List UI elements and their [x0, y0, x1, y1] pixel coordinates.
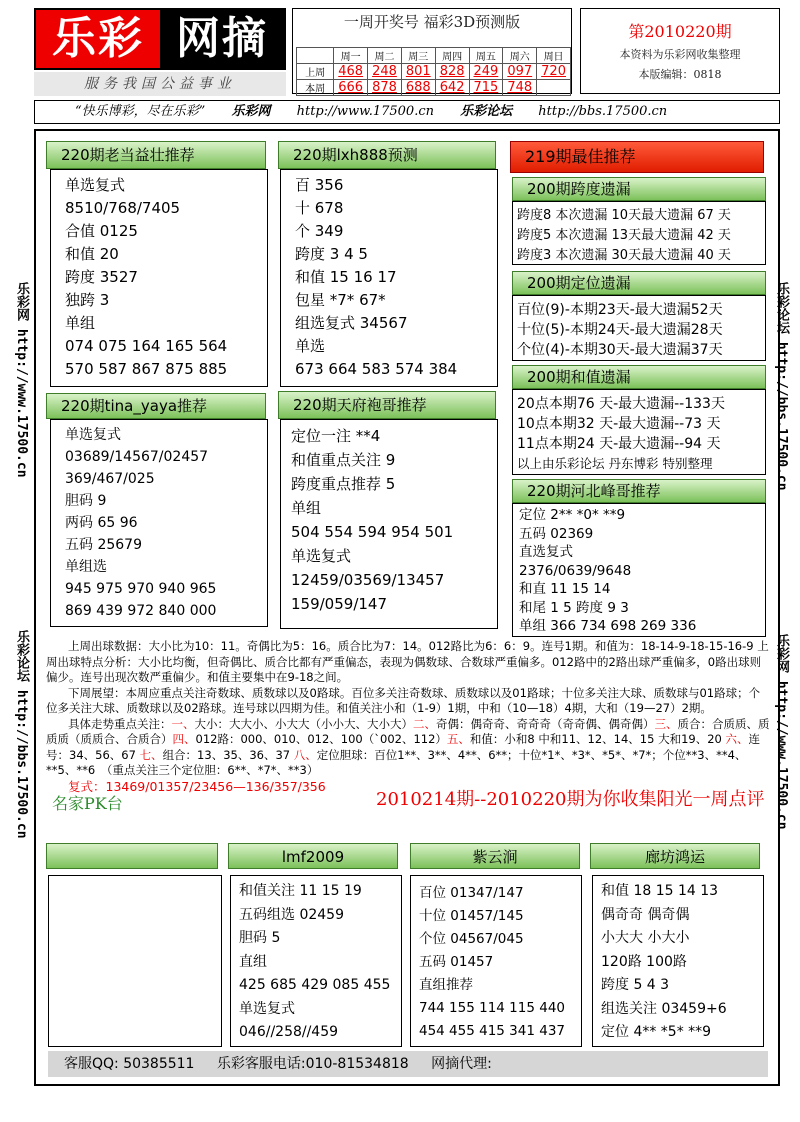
text-line: 和值 18 15 14 13 [601, 883, 719, 899]
main-frame [34, 129, 780, 1086]
pk-title-blank [46, 843, 218, 869]
text-line: 和值关注 11 15 19 [239, 883, 362, 899]
draw-number: 249 [469, 64, 503, 80]
text-line: 425 685 429 085 455 [239, 977, 391, 993]
text-line: 369/467/025 [65, 471, 155, 487]
text-line: 胆码 9 [65, 493, 107, 509]
text-line: 20点本期76 天-最大遗漏--133天 [517, 396, 725, 412]
panel-title-hezhi: 200期和值遗漏 [512, 365, 766, 389]
text-line: 11点本期24 天-最大遗漏--94 天 [517, 436, 721, 452]
text-line: 百位(9)-本期23天-最大遗漏52天 [517, 302, 723, 318]
draw-corner [297, 48, 334, 64]
site-url[interactable]: http://www.17500.cn [296, 104, 434, 119]
text-line: 03689/14567/02457 [65, 449, 209, 465]
panel-dingwei [512, 295, 766, 361]
draw-number: 468 [334, 64, 368, 80]
panel-hezhi [512, 389, 766, 475]
logo [34, 8, 286, 70]
draw-number: 642 [435, 80, 469, 96]
analysis-text [46, 639, 770, 794]
pk-title-langfang: 廊坊鸿运 [590, 843, 760, 869]
site-banner [34, 100, 780, 124]
text-line: 单选复式 [65, 427, 121, 443]
text-line: 百位 01347/147 [419, 885, 524, 901]
text-line: 小大大 小大小 [601, 930, 690, 946]
logo-red-part: 乐彩 [36, 10, 160, 68]
panel-laodang [50, 169, 268, 387]
footer-bar [48, 1051, 768, 1077]
issue-source: 本资料为乐彩网收集整理 [619, 48, 741, 61]
issue-box [580, 8, 780, 94]
text-line: 跨度3 本次遗漏 30天最大遗漏 40 天 [517, 248, 731, 263]
draw-table [296, 47, 571, 96]
text-line: 偶奇奇 偶奇偶 [601, 906, 690, 923]
text-line: 单组选 [65, 559, 107, 575]
side-text-right-top: 乐彩论坛 http://bbs.17500.cn [774, 282, 789, 491]
text-line: 和值 15 16 17 [295, 268, 397, 286]
draw-this-week-row [297, 80, 571, 96]
point-text: 定位胆球：百位1**、3**、4**、6**；十位*1*、*3*、*5*、*7*；个位**3、**4、**5、**6 （重点关注三个定位胆：6**、*7*、**3） [46, 747, 747, 777]
text-line: 个位(4)-本期30天-最大遗漏37天 [517, 342, 723, 358]
fushi-line: 复式：13469/01357/23456—136/357/356 [68, 778, 326, 794]
bbs-url[interactable]: http://bbs.17500.cn [538, 104, 668, 119]
point-number: 六、 [725, 732, 749, 746]
panel-title-best: 219期最佳推荐 [510, 141, 764, 173]
site-label: 乐彩网 [231, 104, 271, 119]
day-header: 周日 [537, 48, 571, 64]
text-line: 跨度 3527 [65, 268, 138, 286]
analysis-paragraph: 下周展望：本周应重点关注奇数球、质数球以及0路球。百位多关注奇数球、质数球以及01路球；十位多关注大球、质数球与01路球；个位多关注大球、质数球以及02路球。连号球以四期为佳。和值关注小和（1-9）1期，中和（10—18）4期，大和（19—27）2期。 [46, 685, 761, 715]
pk-banner: 2010214期--2010220期为你收集阳光一周点评 [376, 789, 765, 810]
panel-tina [50, 419, 268, 627]
point-text: 连号：34、56、67 [46, 732, 760, 762]
text-line: 定位 2** *0* **9 [519, 507, 626, 523]
text-line: 直选复式 [519, 544, 573, 560]
text-line: 个 349 [295, 222, 344, 240]
day-header: 周五 [469, 48, 503, 64]
day-header: 周六 [503, 48, 537, 64]
draw-number: 748 [503, 80, 537, 96]
text-line: 945 975 970 940 965 [65, 581, 217, 597]
day-header: 周四 [435, 48, 469, 64]
draw-number: 688 [401, 80, 435, 96]
footer-qq: 客服QQ: 50385511 [64, 1056, 195, 1072]
text-line: 百 356 [295, 176, 344, 194]
text-line: 8510/768/7405 [65, 199, 181, 217]
draw-results-box [292, 8, 572, 94]
text-line: 个位 04567/045 [419, 931, 524, 947]
pk-panel-lmf [230, 875, 402, 1047]
text-line: 单组 [291, 499, 322, 517]
text-line: 组选关注 03459+6 [601, 1000, 727, 1017]
text-line: 单选复式 [65, 176, 126, 194]
text-line: 869 439 972 840 000 [65, 603, 217, 619]
text-line: 504 554 594 954 501 [291, 523, 454, 541]
text-line: 074 075 164 165 564 [65, 337, 228, 355]
text-line: 胆码 5 [239, 930, 281, 946]
text-line: 159/059/147 [291, 595, 387, 613]
text-line: 单选复式 [239, 1000, 295, 1017]
draw-number: 666 [334, 80, 368, 96]
panel-title-hebei: 220期河北峰哥推荐 [512, 479, 766, 503]
point-text: 组合：13、35、36、37 [162, 747, 291, 762]
point-number: 七、 [139, 747, 163, 762]
pk-title-lmf: lmf2009 [228, 843, 398, 869]
pk-title: 名家PK台 [52, 794, 123, 813]
pk-panel-ziyun [410, 875, 582, 1047]
text-line: 和尾 1 5 跨度 9 3 [519, 599, 629, 616]
text-line: 跨度 3 4 5 [295, 245, 368, 263]
text-line: 570 587 867 875 885 [65, 360, 228, 378]
panel-title-dingwei: 200期定位遗漏 [512, 271, 766, 295]
draw-days-row [297, 48, 571, 64]
motto: “快乐博彩，尽在乐彩” [75, 104, 206, 119]
analysis-paragraph: 上周出球数据：大小比为10：11。奇偶比为5：16。质合比为7：14。012路比为6：6：9。连号1期。和值为：18-14-9-18-15-16-9 上周出球特点分析：大小比均衡，但奇偶比、质合比都有严重偏态，表现为偶数球、合数球严重偏多。012路中的2路出球严重偏多，0路出球则偏少。连号出现次数严重偏少。和值主要集中在9-18之间。 [46, 639, 769, 684]
text-line: 跨度 5 4 3 [601, 977, 670, 993]
point-number: 三、 [654, 716, 678, 731]
text-line: 单组 [65, 314, 96, 332]
text-line: 744 155 114 115 440 [419, 1000, 566, 1016]
draw-last-week-row [297, 64, 571, 80]
text-line: 2376/0639/9648 [519, 562, 632, 579]
point-text: 奇偶：偶奇奇、奇奇奇（奇奇偶、偶奇偶） [436, 716, 655, 731]
text-line: 定位一注 **4 [291, 427, 381, 445]
text-line: 独跨 3 [65, 291, 110, 309]
text-line: 454 455 415 341 437 [419, 1023, 566, 1039]
draw-number: 720 [537, 64, 571, 80]
point-text: 大小：大大小、小大大（小小大、大小大） [194, 716, 413, 731]
text-line: 120路 100路 [601, 953, 687, 970]
day-header: 周三 [401, 48, 435, 64]
text-line: 组选复式 34567 [295, 314, 408, 332]
text-line: 跨度5 本次遗漏 13天最大遗漏 42 天 [517, 228, 731, 243]
footer-phone: 乐彩客服电话:010-81534818 [216, 1056, 409, 1072]
row-label: 上周 [297, 64, 334, 80]
panel-title-kuadu: 200期跨度遗漏 [512, 177, 766, 201]
panel-kuadu [512, 201, 766, 265]
analysis-paragraph [46, 717, 770, 779]
text-line: 两码 65 96 [65, 515, 138, 531]
draw-number: 801 [401, 64, 435, 80]
pk-panel-blank [48, 875, 222, 1047]
draw-number: 715 [469, 80, 503, 96]
draw-number: 878 [368, 80, 402, 96]
text-line: 046//258//459 [239, 1024, 339, 1040]
point-text: 质合：合质质、质质质（质质合、合质合） [46, 716, 770, 746]
text-line: 10点本期32 天-最大遗漏--73 天 [517, 416, 721, 432]
draw-number: 097 [503, 64, 537, 80]
text-line: 十 678 [295, 199, 344, 217]
point-number: 八、 [293, 747, 317, 762]
text-line: 单组 366 734 698 269 336 [519, 618, 697, 634]
issue-number: 第2010220期 [628, 22, 732, 41]
draw-title: 一周开奖号 福彩3D预测版 [343, 13, 521, 31]
day-header: 周二 [368, 48, 402, 64]
side-text-right-bottom: 乐彩网 http://www.17500.cn [774, 634, 789, 830]
footer-agent: 网摘代理: [431, 1056, 492, 1072]
text-line: 单选复式 [291, 547, 352, 565]
text-line: 和值 20 [65, 245, 119, 263]
panel-tianfu [280, 419, 498, 629]
text-line: 和值重点关注 9 [291, 451, 396, 469]
text-line: 跨度重点推荐 5 [291, 475, 396, 493]
text-line: 包星 *7* 67* [295, 291, 386, 309]
text-line: 12459/03569/13457 [291, 571, 445, 589]
panel-title-tina: 220期tina_yaya推荐 [46, 393, 266, 419]
point-text: 012路：000、010、012、100（`002、112） [195, 732, 447, 746]
logo-black-part: 网摘 [160, 10, 284, 68]
text-line: 五码 02369 [519, 525, 594, 542]
text-line: 五码 25679 [65, 537, 142, 553]
side-text-left-top: 乐彩网 http://www.17500.cn [14, 282, 29, 478]
text-line: 直组推荐 [419, 977, 473, 993]
day-header: 周一 [334, 48, 368, 64]
text-line: 673 664 583 574 384 [295, 360, 458, 378]
panel-hebei [512, 503, 766, 637]
text-line: 十位(5)-本期24天-最大遗漏28天 [517, 322, 723, 338]
draw-number: 248 [368, 64, 402, 80]
point-number: 一、 [171, 716, 195, 731]
slogan: 服务我国公益事业 [34, 72, 286, 96]
point-text: 和值：小和8 中和11、12、14、15 大和19、20 [469, 732, 722, 746]
draw-number [537, 80, 571, 96]
panel-title-lxh: 220期lxh888预测 [278, 141, 496, 169]
text-line: 跨度8 本次遗漏 10天最大遗漏 67 天 [517, 208, 731, 223]
analysis-lead: 具体走势重点关注： [68, 716, 172, 731]
point-number: 二、 [413, 716, 436, 731]
text-line: 单选 [295, 337, 326, 355]
issue-editor: 本版编辑：0818 [638, 68, 722, 81]
side-text-left-bottom: 乐彩论坛 http://bbs.17500.cn [14, 630, 29, 839]
text-line: 五码 01457 [419, 954, 494, 970]
point-number: 五、 [446, 732, 470, 746]
text-line: 直组 [239, 953, 267, 970]
text-line: 五码组选 02459 [239, 906, 344, 923]
draw-number: 828 [435, 64, 469, 80]
pk-panel-langfang [592, 875, 764, 1047]
text-line: 合值 0125 [65, 222, 138, 240]
point-number: 四、 [172, 732, 196, 746]
panel-lxh [280, 169, 498, 387]
text-line: 定位 4** *5* **9 [601, 1024, 712, 1040]
panel-title-tianfu: 220期天府袍哥推荐 [278, 391, 496, 419]
credit-line: 以上由乐彩论坛 丹东博彩 特别整理 [517, 456, 713, 471]
text-line: 十位 01457/145 [419, 908, 524, 924]
pk-title-ziyun: 紫云涧 [410, 843, 580, 869]
row-label: 本周 [297, 80, 334, 96]
bbs-label: 乐彩论坛 [460, 104, 513, 119]
panel-title-laodang: 220期老当益壮推荐 [46, 141, 266, 169]
text-line: 和直 11 15 14 [519, 581, 611, 597]
